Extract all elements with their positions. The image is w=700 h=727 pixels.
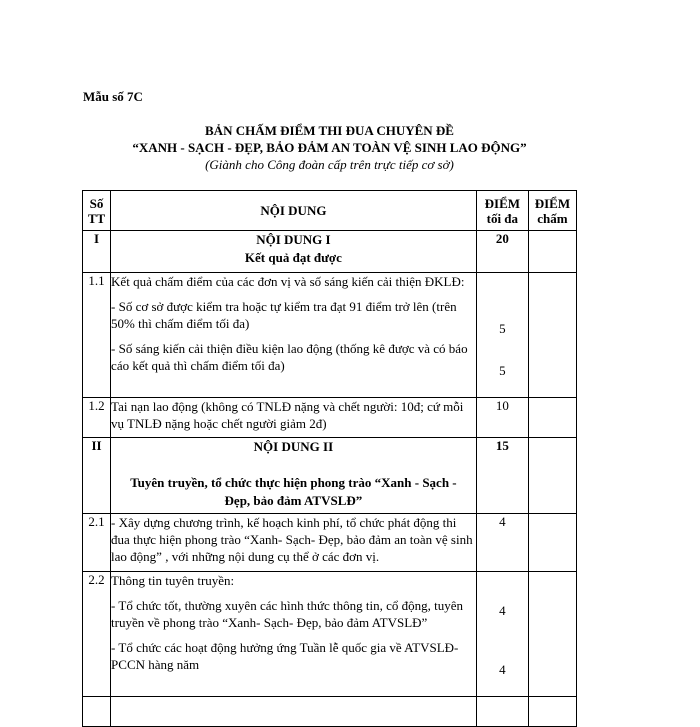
next-row-max	[476, 697, 528, 727]
row-1-1-score	[528, 273, 576, 398]
row-2-2-stt: 2.2	[83, 572, 111, 697]
section1-subtitle: Kết quả đạt được	[244, 250, 342, 265]
row-1-1-item2: - Số sáng kiến cải thiện điều kiện lao động (thống kê được và có báo cáo kết quả thì chấm điểm tối đa)	[111, 341, 468, 373]
section2-subtitle: Tuyên truyền, tổ chức thực hiện phong trào “Xanh - Sạch - Đẹp, bảo đảm ATVSLĐ”	[130, 475, 457, 508]
header-content: NỘI DUNG	[111, 191, 477, 231]
header-max-line2: tối đa	[486, 210, 519, 226]
table-row	[83, 438, 577, 514]
table-row	[83, 273, 577, 398]
row-1-1-content	[111, 273, 477, 398]
document-header	[82, 122, 577, 173]
row-2-2-item2: - Tổ chức các hoạt động hưởng ứng Tuần lễ quốc gia về ATVSLĐ-PCCN hàng năm	[111, 640, 459, 672]
header-stt	[83, 191, 111, 231]
row-1-2-max: 10	[476, 398, 528, 438]
table-row	[83, 514, 577, 572]
table-row	[83, 398, 577, 438]
header-stt-line2: TT	[87, 210, 106, 226]
section1-title-cell	[111, 231, 477, 273]
section1-title: NỘI DUNG I	[256, 232, 331, 247]
row-2-2-content	[111, 572, 477, 697]
row-1-1-stt: 1.1	[83, 273, 111, 398]
section2-title: NỘI DUNG II	[253, 439, 334, 454]
document-subtitle: (Giành cho Công đoàn cấp trên trực tiếp cơ sở)	[205, 157, 454, 172]
row-2-2-item2-max: 4	[499, 662, 506, 677]
header-stt-line1: Số	[89, 195, 104, 211]
row-2-2-max	[476, 572, 528, 697]
section2-title-cell	[111, 438, 477, 514]
table-row	[83, 231, 577, 273]
row-1-1-intro: Kết quả chấm điểm của các đơn vị và số sáng kiến cải thiện ĐKLĐ:	[111, 274, 465, 289]
row-2-1-score	[528, 514, 576, 572]
row-1-1-item1: - Số cơ sở được kiểm tra hoặc tự kiểm tra đạt 91 điểm trở lên (trên 50% thì chấm điểm tối đa)	[111, 299, 457, 331]
next-row-stt	[83, 697, 111, 727]
row-2-2-intro: Thông tin tuyên truyền:	[111, 573, 235, 588]
form-code: Mẫu số 7C	[83, 89, 143, 104]
header-score-line1: ĐIỂM	[534, 195, 571, 211]
row-2-1-content: - Xây dựng chương trình, kế hoạch kinh phí, tổ chức phát động thi đua thực hiện phong trào “Xanh- Sạch- Đẹp, bảo đảm an toàn vệ sinh lao động” , với những nội dung cụ thể ở các đơn vị.	[111, 514, 477, 572]
row-2-2-item1: - Tổ chức tốt, thường xuyên các hình thức thông tin, cổ động, tuyên truyền về phong trào “Xanh- Sạch- Đẹp, bảo đảm ATVSLĐ”	[111, 598, 464, 630]
section2-score	[528, 438, 576, 514]
row-1-2-content: Tai nạn lao động (không có TNLĐ nặng và chết người: 10đ; cứ mỗi vụ TNLĐ nặng hoặc chết người giảm 2đ)	[111, 398, 477, 438]
header-score-line2: chấm	[537, 210, 568, 226]
table-header-row	[83, 191, 577, 231]
document-title-line1: BẢN CHẤM ĐIỂM THI ĐUA CHUYÊN ĐỀ	[205, 123, 454, 138]
row-1-2-score	[528, 398, 576, 438]
row-1-1-max	[476, 273, 528, 398]
table-row	[83, 572, 577, 697]
row-2-2-item1-max: 4	[499, 603, 506, 618]
section1-max: 20	[476, 231, 528, 273]
table-row	[83, 697, 577, 727]
header-max-line1: ĐIỂM	[484, 195, 521, 211]
section1-score	[528, 231, 576, 273]
next-row-score	[528, 697, 576, 727]
score-table	[82, 190, 577, 727]
section1-stt: I	[83, 231, 111, 273]
section2-stt: II	[83, 438, 111, 514]
row-2-1-stt: 2.1	[83, 514, 111, 572]
section2-max: 15	[476, 438, 528, 514]
header-max-score	[476, 191, 528, 231]
row-1-1-item1-max: 5	[499, 321, 506, 336]
row-2-2-score	[528, 572, 576, 697]
row-1-2-stt: 1.2	[83, 398, 111, 438]
row-2-1-max: 4	[476, 514, 528, 572]
document-title-line2: “XANH - SẠCH - ĐẸP, BẢO ĐẢM AN TOÀN VỆ SINH LAO ĐỘNG”	[132, 140, 527, 155]
row-1-1-item2-max: 5	[499, 363, 506, 378]
next-row-content	[111, 697, 477, 727]
header-score	[528, 191, 576, 231]
